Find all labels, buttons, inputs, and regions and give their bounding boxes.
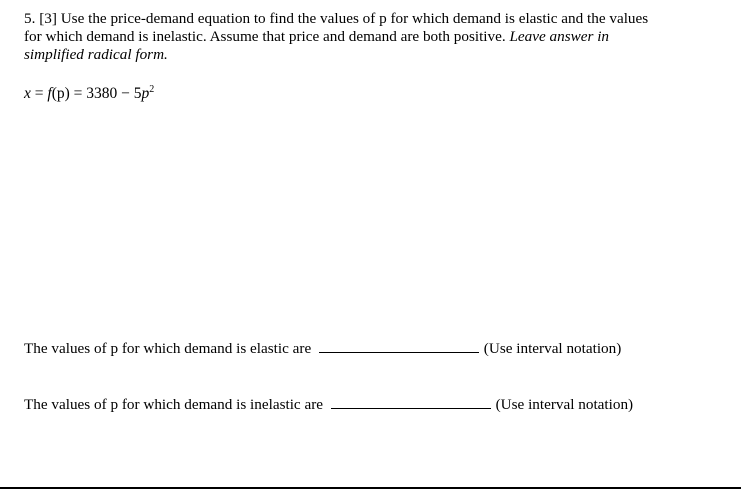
equation-minus-sign: − <box>121 85 130 102</box>
equation-coefficient: 5 <box>133 85 142 102</box>
equation-function-name: f <box>47 85 52 102</box>
problem-format-note: Leave answer in simplified radical form. <box>24 28 610 63</box>
inelastic-answer-row <box>24 394 633 414</box>
elastic-answer-hint: (Use interval notation) <box>483 340 622 357</box>
inelastic-answer-hint: (Use interval notation) <box>495 396 634 413</box>
problem-instructions: 5. [3] Use the price-demand equation to find the values of p for which demand is elastic and the values for which demand is inelastic. Assume that price and demand are both positive. <box>24 10 649 45</box>
inelastic-answer-blank[interactable] <box>331 394 491 409</box>
elastic-answer-blank[interactable] <box>319 338 479 353</box>
equation-constant: 3380 <box>86 85 118 102</box>
equation-variable: p <box>141 85 150 102</box>
problem-statement <box>24 10 649 64</box>
inelastic-answer-label: The values of p for which demand is inelastic are <box>24 396 324 413</box>
equation-equals-2: = <box>73 85 83 102</box>
equation-equals-1: = <box>34 85 44 102</box>
equation-lhs-variable: x <box>24 85 31 102</box>
equation-function-argument: (p) <box>51 85 70 102</box>
bottom-divider <box>0 487 741 489</box>
equation-exponent: 2 <box>149 84 155 95</box>
price-demand-equation <box>24 84 154 106</box>
elastic-answer-label: The values of p for which demand is elastic are <box>24 340 312 357</box>
elastic-answer-row <box>24 338 621 358</box>
